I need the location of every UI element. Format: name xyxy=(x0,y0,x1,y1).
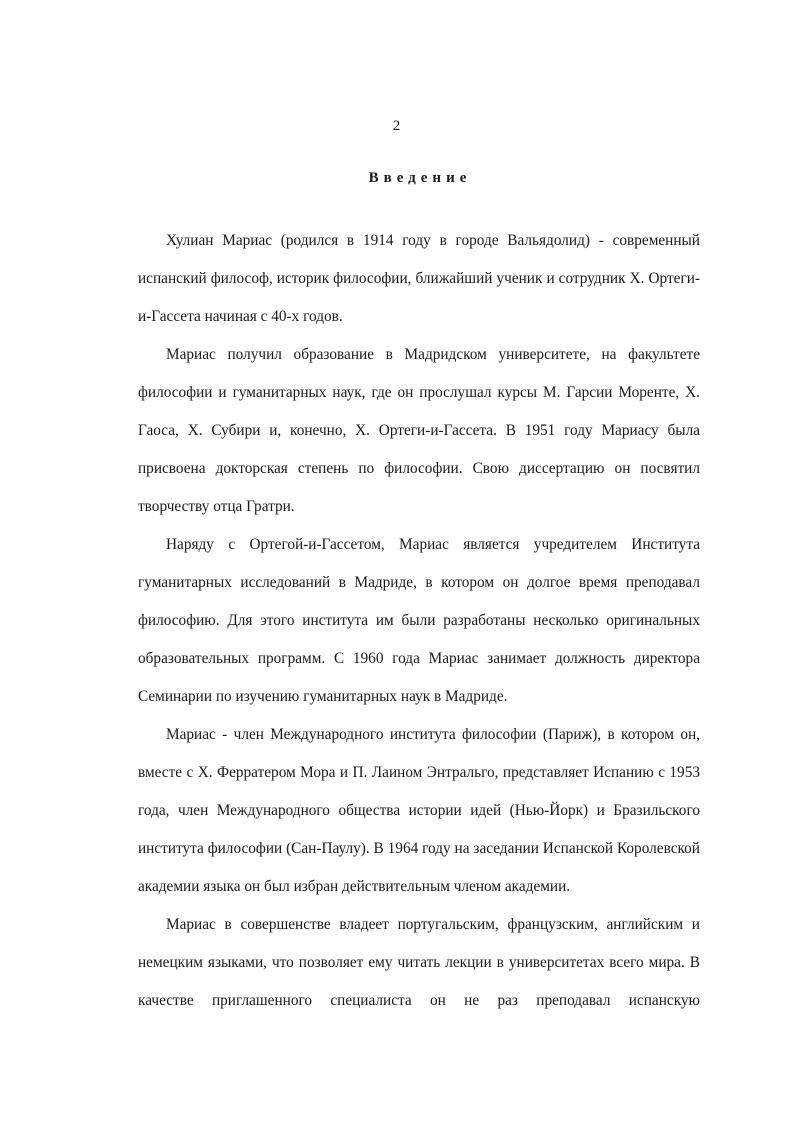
page-title: Введение xyxy=(368,170,472,186)
body-text xyxy=(138,222,700,1020)
paragraph-1: Хулиан Мариас (родился в 1914 году в городе Вальядолид) - современный испанский философ, историк философии, ближайший ученик и сотрудник Х. Ортеги-и-Гассета начиная с 40-х годов. xyxy=(138,232,700,325)
paragraph-4: Мариас - член Международного института философии (Париж), в котором он, вместе с Х. Ферратером Мора и П. Лаином Энтральго, представляет Испанию с 1953 года, член Международного общества истории идей (Нью-Йорк) и Бразильского института философии (Сан-Паулу). В 1964 году на заседании Испанской Королевской академии языка он был избран действительным членом академии. xyxy=(138,726,700,895)
page-number: 2 xyxy=(392,118,401,134)
paragraph-3: Наряду с Ортегой-и-Гассетом, Мариас является учредителем Института гуманитарных исследований в Мадриде, в котором он долгое время преподавал философию. Для этого института им были разработаны несколько оригинальных образовательных программ. С 1960 года Мариас занимает должность директора Семинарии по изучению гуманитарных наук в Мадриде. xyxy=(138,536,700,705)
paragraph-2: Мариас получил образование в Мадридском университете, на факультете философии и гуманитарных наук, где он прослушал курсы М. Гарсии Моренте, Х. Гаоса, Х. Субири и, конечно, Х. Ортеги-и-Гассета. В 1951 году Мариасу была присвоена докторская степень по философии. Свою диссертацию он посвятил творчеству отца Гратри. xyxy=(138,346,700,515)
paragraph-5: Мариас в совершенстве владеет португальским, французским, английским и немецким языками, что позволяет ему читать лекции в университетах всего мира. В качестве приглашенного специалиста он не раз преподавал испанскую xyxy=(138,916,700,1009)
